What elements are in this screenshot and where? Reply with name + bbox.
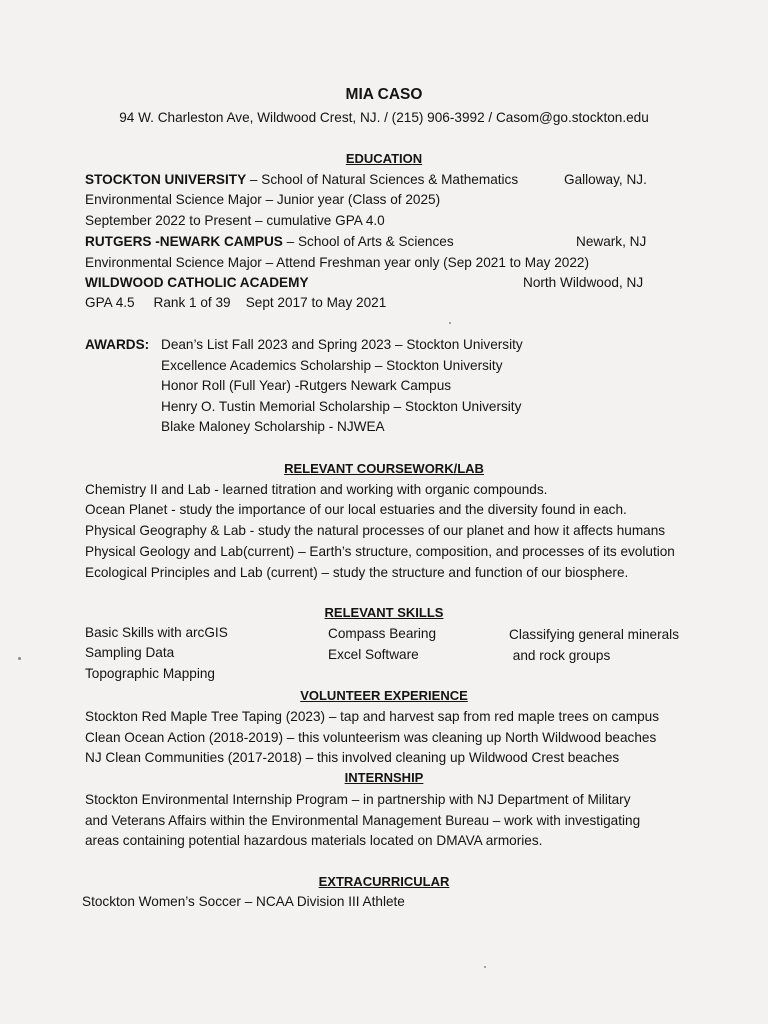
skill-item: and rock groups	[509, 648, 611, 663]
skill-item: Basic Skills with arcGIS	[85, 625, 228, 640]
volunteer-heading: VOLUNTEER EXPERIENCE	[300, 688, 468, 703]
extracurricular-heading: EXTRACURRICULAR	[318, 874, 450, 889]
skill-item: Topographic Mapping	[85, 666, 215, 681]
scan-speck	[484, 966, 486, 968]
scan-speck	[449, 322, 451, 324]
school-line: GPA 4.5 Rank 1 of 39 Sept 2017 to May 2021	[85, 295, 387, 310]
volunteer-item: NJ Clean Communities (2017-2018) – this involved cleaning up Wildwood Crest beaches	[85, 750, 620, 765]
volunteer-item: Clean Ocean Action (2018-2019) – this volunteerism was cleaning up North Wildwood beaches	[85, 730, 657, 745]
internship-line: areas containing potential hazardous materials located on DMAVA armories.	[85, 833, 543, 848]
school-entry	[85, 274, 309, 292]
internship-line: Stockton Environmental Internship Program – in partnership with NJ Department of Military	[85, 792, 631, 807]
school-location: Galloway, NJ.	[564, 172, 647, 187]
school-detail: – School of Arts & Sciences	[282, 234, 454, 249]
volunteer-item: Stockton Red Maple Tree Taping (2023) – tap and harvest sap from red maple trees on campus	[85, 709, 660, 724]
skill-item: Excel Software	[328, 647, 419, 662]
skill-item: Sampling Data	[85, 645, 175, 660]
school-name: STOCKTON UNIVERSITY	[85, 172, 247, 187]
contact-line: 94 W. Charleston Ave, Wildwood Crest, NJ. / (215) 906-3992 / Casom@go.stockton.edu	[119, 110, 649, 125]
school-location: Newark, NJ	[576, 234, 647, 249]
award-item: Henry O. Tustin Memorial Scholarship – Stockton University	[161, 399, 522, 414]
extracurricular-item: Stockton Women’s Soccer – NCAA Division III Athlete	[82, 894, 405, 909]
school-detail: – School of Natural Sciences & Mathematics	[246, 172, 519, 187]
award-item: Dean’s List Fall 2023 and Spring 2023 – Stockton University	[161, 337, 523, 352]
coursework-item: Physical Geography & Lab - study the natural processes of our planet and how it affects humans	[85, 523, 666, 538]
internship-heading: INTERNSHIP	[344, 770, 424, 785]
coursework-item: Ecological Principles and Lab (current) – study the structure and function of our biosphere.	[85, 565, 629, 580]
school-entry	[85, 233, 454, 251]
internship-line: and Veterans Affairs within the Environmental Management Bureau – work with investigating	[85, 813, 641, 828]
coursework-item: Ocean Planet - study the importance of our local estuaries and the diversity found in each.	[85, 502, 627, 517]
coursework-item: Chemistry II and Lab - learned titration and working with organic compounds.	[85, 482, 548, 497]
school-name: WILDWOOD CATHOLIC ACADEMY	[85, 275, 309, 290]
school-line: Environmental Science Major – Attend Freshman year only (Sep 2021 to May 2022)	[85, 255, 589, 270]
skills-heading: RELEVANT SKILLS	[324, 605, 444, 620]
award-item: Excellence Academics Scholarship – Stockton University	[161, 358, 503, 373]
education-heading: EDUCATION	[345, 151, 423, 166]
scan-speck	[18, 657, 21, 660]
school-entry	[85, 171, 518, 189]
coursework-heading: RELEVANT COURSEWORK/LAB	[284, 461, 484, 476]
award-item: Blake Maloney Scholarship - NJWEA	[161, 419, 385, 434]
school-line: Environmental Science Major – Junior year (Class of 2025)	[85, 192, 441, 207]
award-item: Honor Roll (Full Year) -Rutgers Newark Campus	[161, 378, 452, 393]
school-line: September 2022 to Present – cumulative GPA 4.0	[85, 213, 385, 228]
awards-label: AWARDS:	[85, 337, 150, 352]
skill-item: Classifying general minerals	[509, 627, 679, 642]
coursework-item: Physical Geology and Lab(current) – Earth’s structure, composition, and processes of its evolution	[85, 544, 675, 559]
resume-name: MIA CASO	[345, 86, 423, 103]
school-name: RUTGERS -NEWARK CAMPUS	[85, 234, 283, 249]
school-location: North Wildwood, NJ	[523, 275, 644, 290]
skill-item: Compass Bearing	[328, 626, 437, 641]
